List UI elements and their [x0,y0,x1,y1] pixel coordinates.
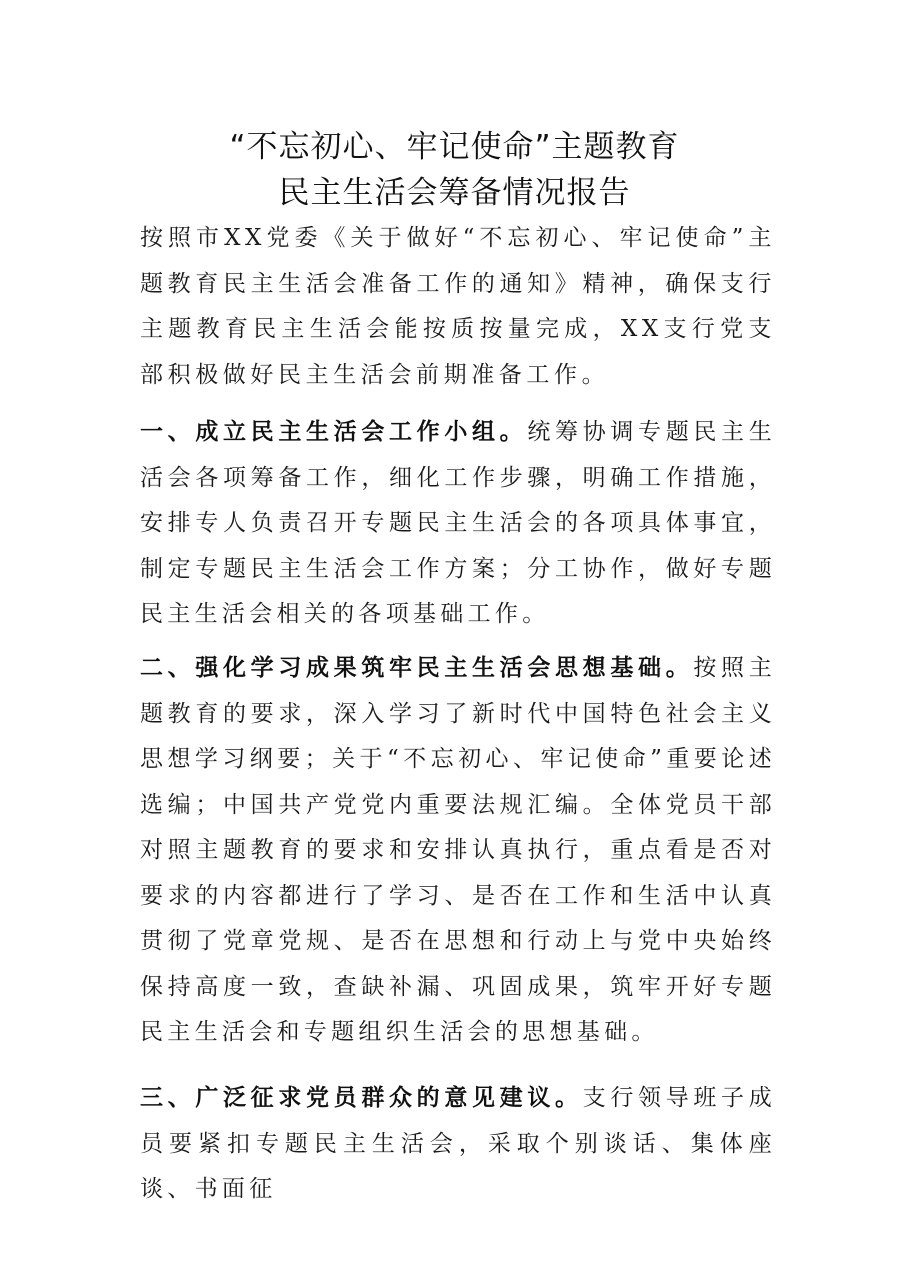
document-title-line-1: “不忘初心、牢记使命”主题教育 [229,129,680,165]
section-1-body: 统筹协调专题民主生活会各项筹备工作，细化工作步骤，明确工作措施，安排专人负责召开专题民主生活会的各项具体事宜，制定专题民主生活会工作方案；分工协作，做好专题民主生活会相关的各项基础工作。 [140,419,777,627]
intro-paragraph: 按照市XX党委《关于做好“不忘初心、牢记使命”主题教育民主生活会准备工作的通知》精神，确保支行主题教育民主生活会能按质按量完成，XX支行党支部积极做好民主生活会前期准备工作。 [140,225,776,388]
section-3-body: 支行领导班子成员要紧扣专题民主生活会，采取个别谈话、集体座谈、书面征 [140,1085,776,1202]
section-2-paragraph [140,646,776,1056]
section-2-body: 按照主题教育的要求，深入学习了新时代中国特色社会主义思想学习纲要；关于“不忘初心、牢记使命”重要论述选编；中国共产党党内重要法规汇编。全体党员干部对照主题教育的要求和安排认真执行，重点看是否对要求的内容都进行了学习、是否在工作和生活中认真贯彻了党章党规、是否在思想和行动上与党中央始终保持高度一致，查缺补漏、巩固成果，筑牢开好专题民主生活会和专题组织生活会的思想基础。 [140,655,776,1045]
section-2-heading: 二、强化学习成果筑牢民主生活会思想基础。 [140,655,694,681]
section-3-paragraph [140,1076,776,1213]
document-title-line-2: 民主生活会筹备情况报告 [278,175,631,211]
section-1-paragraph [140,410,776,638]
section-1-heading: 一、成立民主生活会工作小组。 [140,419,528,445]
section-3-heading: 三、广泛征求党员群众的意见建议。 [140,1085,583,1111]
